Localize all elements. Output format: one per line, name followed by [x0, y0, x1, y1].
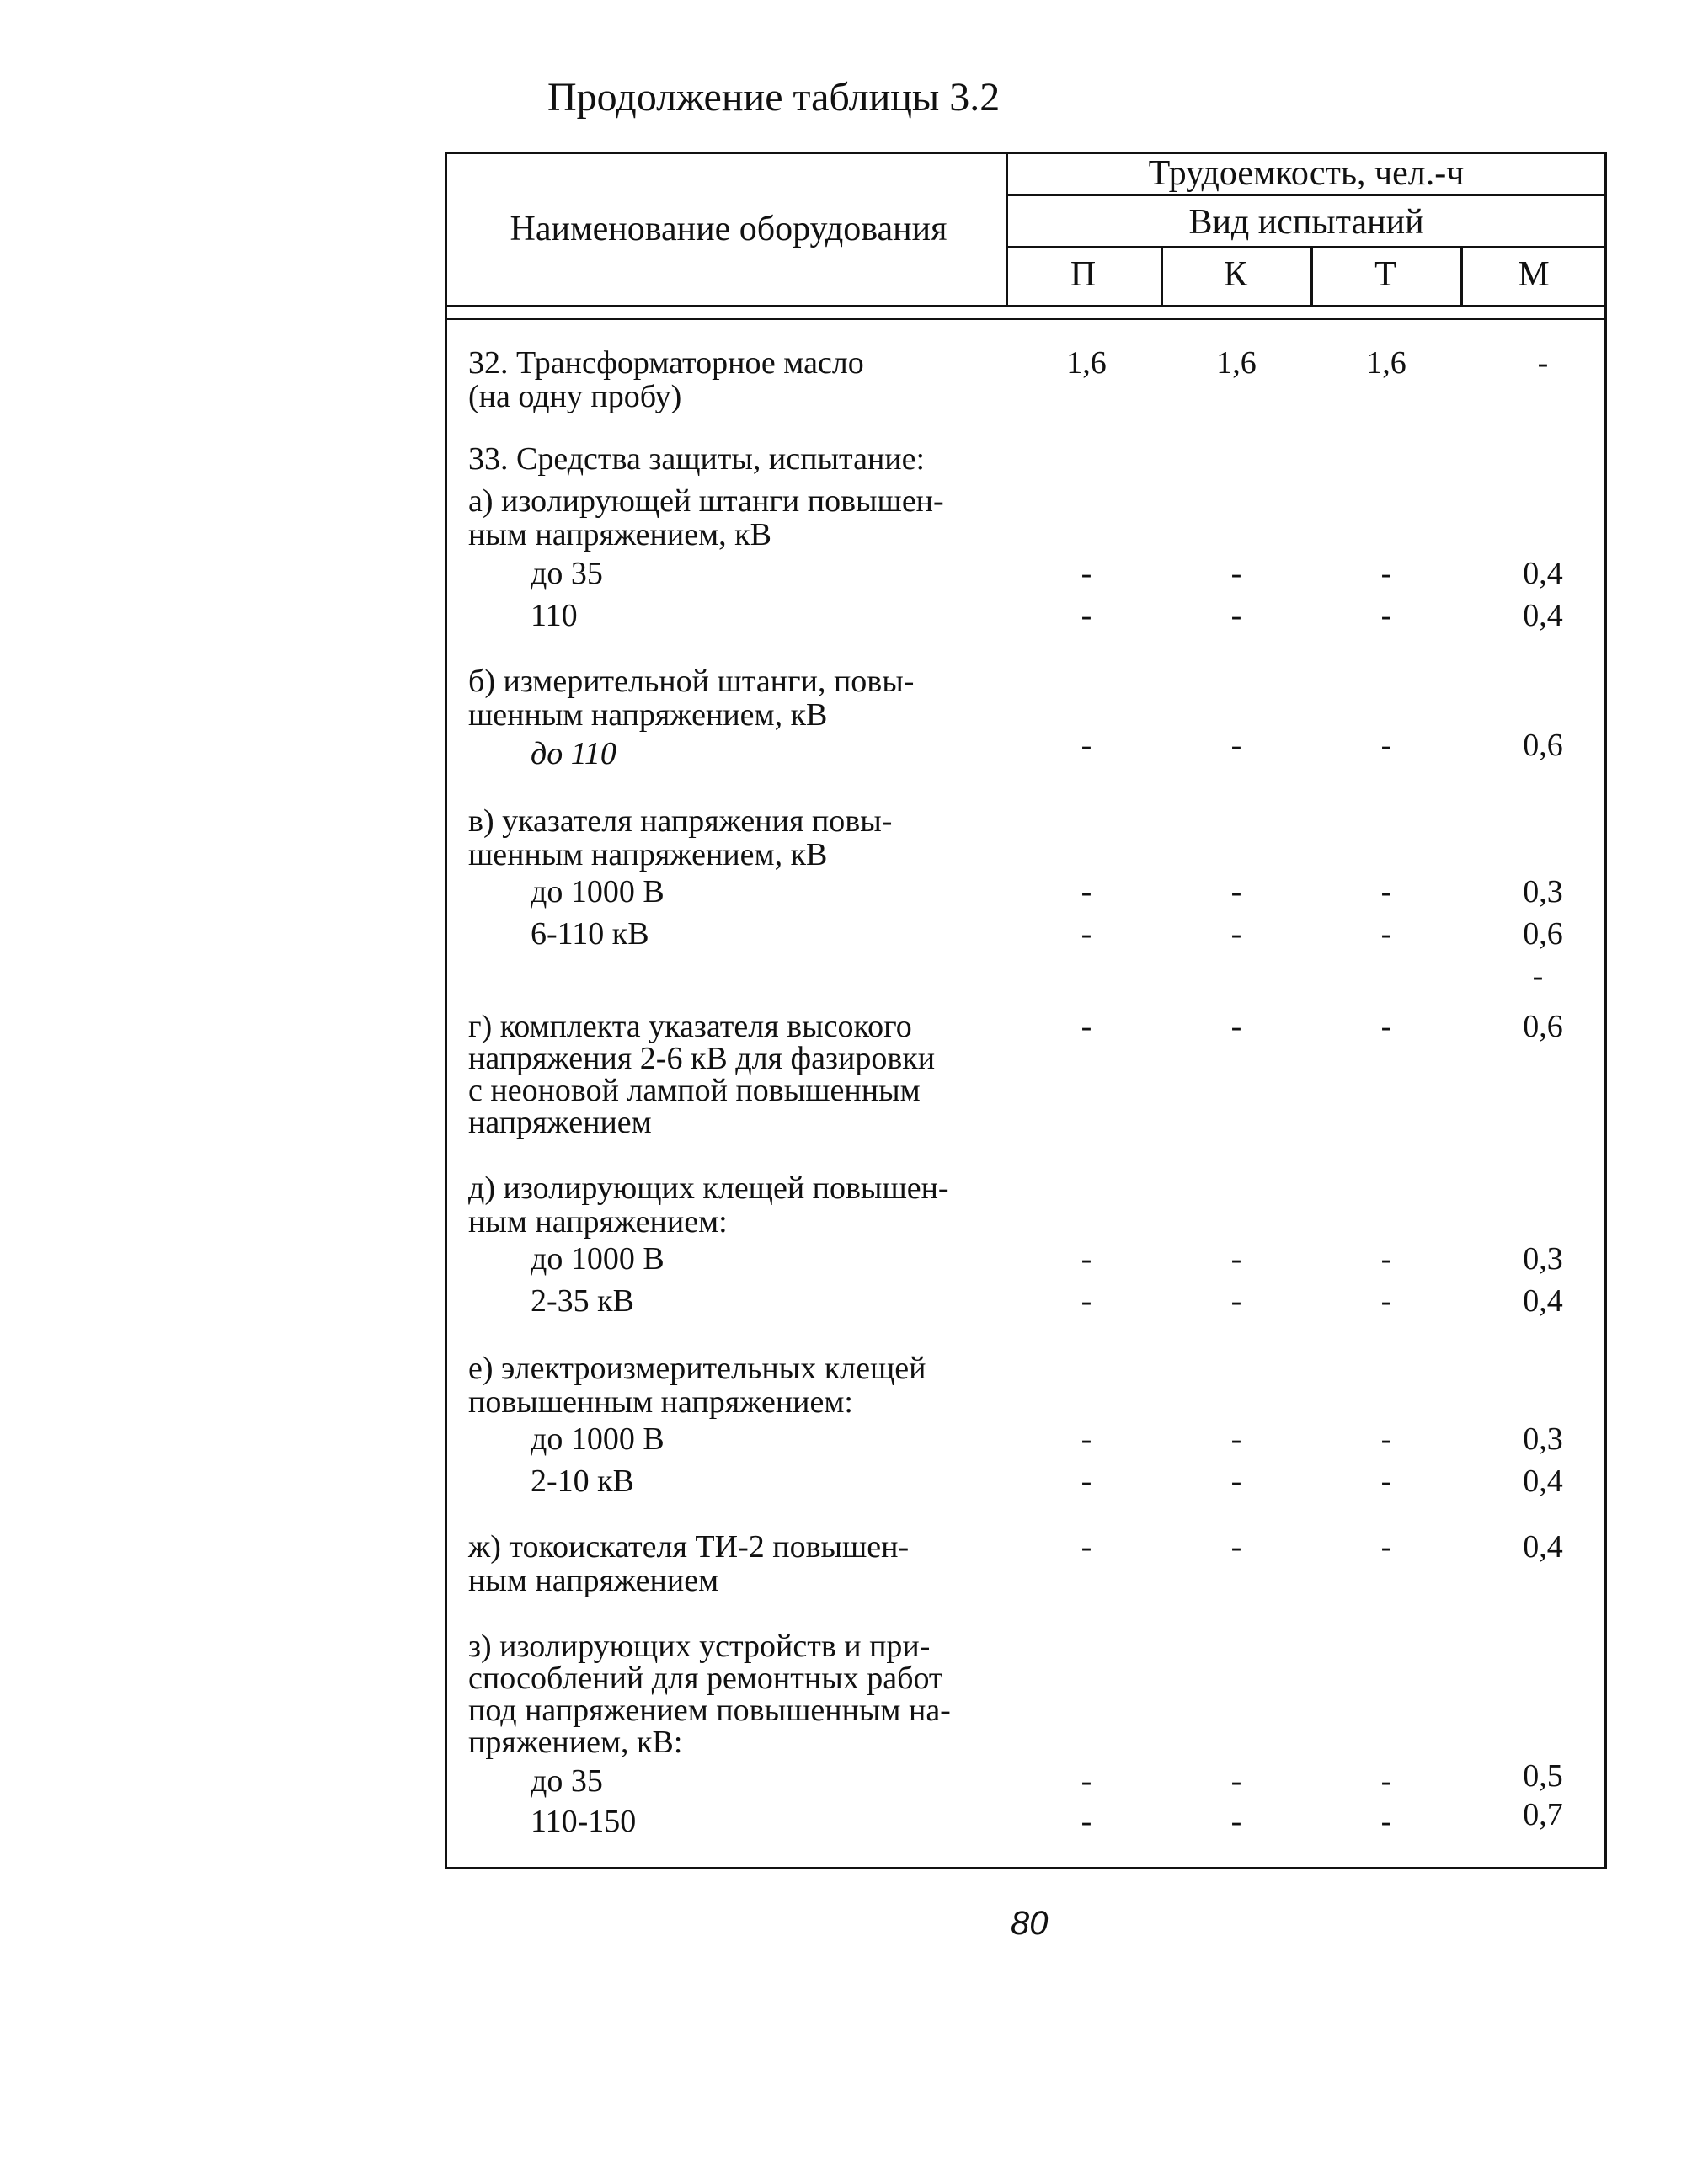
row-name: 110: [531, 598, 578, 633]
row-name: до 1000 В: [531, 1241, 665, 1277]
row-value-m: 0,3: [1523, 1241, 1563, 1277]
row-name: до 1000 В: [531, 1421, 665, 1457]
row-value-m: 0,4: [1523, 1283, 1563, 1319]
row-name: шенным напряжением, кВ: [468, 837, 828, 872]
row-name: под напряжением повышенным на-: [468, 1693, 951, 1728]
row-name: 33. Средства защиты, испытание:: [468, 441, 926, 477]
row-value-t: -: [1380, 1763, 1392, 1799]
row-name: пряжением, кВ:: [468, 1725, 683, 1760]
row-value-k: -: [1230, 556, 1242, 591]
page-number: 80: [1011, 1905, 1049, 1942]
row-value-p: -: [1081, 874, 1092, 909]
row-value-m: 0,3: [1523, 1421, 1563, 1457]
row-value-m: 0,4: [1523, 1464, 1563, 1499]
row-value-m: 0,4: [1523, 556, 1563, 591]
row-value-t: -: [1380, 728, 1392, 763]
row-value-m: 0,4: [1523, 598, 1563, 633]
row-value-k: -: [1230, 1421, 1242, 1457]
row-name: г) комплекта указателя высокого: [468, 1009, 912, 1044]
row-name: а) изолирующей штанги повышен-: [468, 483, 944, 519]
header-col-m: М: [1518, 255, 1550, 294]
row-name: до 35: [531, 1763, 603, 1799]
row-name: ным напряжением: [468, 1563, 719, 1598]
row-value-m: 0,5: [1523, 1758, 1563, 1794]
row-value-t: -: [1380, 598, 1392, 633]
row-value-p: -: [1081, 916, 1092, 952]
row-value-t: -: [1380, 1529, 1392, 1565]
row-value-t: -: [1380, 1804, 1392, 1839]
header-labor: Трудоемкость, чел.-ч: [1148, 154, 1465, 193]
row-value-k: -: [1230, 874, 1242, 909]
row-value-p: -: [1081, 1421, 1092, 1457]
row-value-p: -: [1081, 1283, 1092, 1319]
header-divider-1: [1006, 194, 1607, 196]
header-double-rule: [445, 318, 1607, 320]
row-value-k: -: [1230, 1283, 1242, 1319]
row-value-t: -: [1380, 916, 1392, 952]
row-value-m: 0,7: [1523, 1797, 1563, 1832]
row-name: ж) токоискателя ТИ-2 повышен-: [468, 1529, 910, 1565]
header-name-column: Наименование оборудования: [510, 210, 947, 248]
row-value-k: 1,6: [1216, 345, 1257, 381]
row-name: повышенным напряжением:: [468, 1384, 853, 1420]
row-value-m: 0,6: [1523, 1009, 1563, 1044]
row-name: напряжением: [468, 1105, 652, 1140]
row-name: способлений для ремонтных работ: [468, 1661, 943, 1696]
header-bottom-border: [445, 305, 1607, 307]
row-value-t: 1,6: [1366, 345, 1406, 381]
row-name: (на одну пробу): [468, 379, 682, 414]
row-value-k: -: [1230, 728, 1242, 763]
row-value-p: -: [1081, 1241, 1092, 1277]
row-name: с неоновой лампой повышенным: [468, 1073, 921, 1108]
table-caption: Продолжение таблицы 3.2: [547, 75, 1001, 120]
row-name: до 1000 В: [531, 874, 665, 909]
row-name: 2-10 кВ: [531, 1464, 634, 1499]
row-value-k: -: [1230, 1804, 1242, 1839]
row-value-p: -: [1081, 1464, 1092, 1499]
header-col-k: К: [1223, 255, 1247, 294]
row-value-k: -: [1230, 1529, 1242, 1565]
row-name: напряжения 2-6 кВ для фазировки: [468, 1041, 936, 1076]
row-value-k: -: [1230, 1009, 1242, 1044]
row-name: 6-110 кВ: [531, 916, 649, 952]
row-value-p: -: [1081, 1529, 1092, 1565]
row-value-p: 1,6: [1066, 345, 1107, 381]
header-col-t: Т: [1374, 255, 1396, 294]
row-value-k: -: [1230, 598, 1242, 633]
row-value-m: 0,6: [1523, 728, 1563, 763]
row-name: 32. Трансформаторное масло: [468, 345, 864, 381]
row-value-m: -: [1532, 958, 1544, 994]
row-value-k: -: [1230, 916, 1242, 952]
row-name: в) указателя напряжения повы-: [468, 803, 893, 839]
row-value-m: 0,3: [1523, 874, 1563, 909]
row-value-t: -: [1380, 1241, 1392, 1277]
row-name: б) измерительной штанги, повы-: [468, 664, 915, 699]
row-value-m: -: [1537, 345, 1549, 381]
row-value-p: -: [1081, 556, 1092, 591]
row-value-m: 0,4: [1523, 1529, 1563, 1565]
row-value-t: -: [1380, 1283, 1392, 1319]
row-name: до 110: [531, 736, 616, 771]
row-name: до 35: [531, 556, 603, 591]
row-name: 110-150: [531, 1804, 637, 1839]
row-value-t: -: [1380, 1421, 1392, 1457]
header-col-p: П: [1070, 255, 1097, 294]
row-value-k: -: [1230, 1464, 1242, 1499]
row-value-t: -: [1380, 874, 1392, 909]
row-value-k: -: [1230, 1241, 1242, 1277]
row-value-p: -: [1081, 728, 1092, 763]
row-name: ным напряжением, кВ: [468, 517, 771, 552]
row-value-m: 0,6: [1523, 916, 1563, 952]
row-name: д) изолирующих клещей повышен-: [468, 1170, 949, 1206]
row-value-t: -: [1380, 556, 1392, 591]
row-value-p: -: [1081, 598, 1092, 633]
row-name: з) изолирующих устройств и при-: [468, 1629, 931, 1664]
row-name: 2-35 кВ: [531, 1283, 634, 1319]
row-value-p: -: [1081, 1763, 1092, 1799]
row-name: шенным напряжением, кВ: [468, 697, 828, 733]
header-test-type: Вид испытаний: [1188, 203, 1424, 242]
row-name: е) электроизмерительных клещей: [468, 1351, 926, 1386]
row-value-t: -: [1380, 1009, 1392, 1044]
row-name: ным напряжением:: [468, 1204, 728, 1240]
header-divider-2: [1006, 246, 1607, 248]
row-value-p: -: [1081, 1804, 1092, 1839]
row-value-t: -: [1380, 1464, 1392, 1499]
row-value-k: -: [1230, 1763, 1242, 1799]
row-value-p: -: [1081, 1009, 1092, 1044]
